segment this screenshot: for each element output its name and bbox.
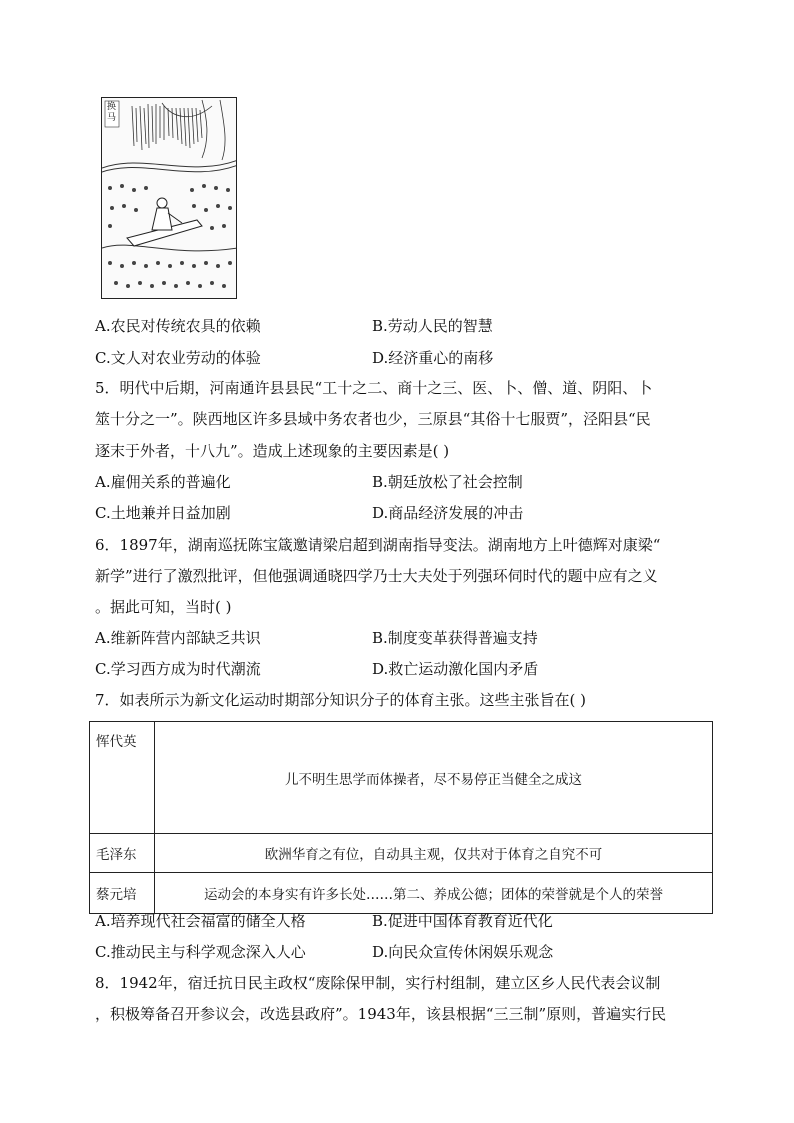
q7-option-a[interactable]: A.培养现代社会福富的储全人格 xyxy=(95,912,306,930)
table-cell-content: 儿不明生思学而体操者，尽不易停正当健全之成这 xyxy=(155,722,713,834)
q6-stem-line-2: 新学”进行了激烈批评，但他强调通晓四学乃士大夫处于列强环伺时代的题中应有之义 xyxy=(95,567,658,585)
q7-option-d[interactable]: D.向民众宣传休闲娱乐观念 xyxy=(372,943,554,961)
q7-option-b[interactable]: B.促进中国体育教育近代化 xyxy=(372,912,553,930)
figure-caption: 换马 xyxy=(107,102,117,123)
table-cell-name: 毛泽东 xyxy=(90,834,155,873)
table-cell-content: 运动会的本身实有许多长处……第二、养成公德；团体的荣誉就是个人的荣誉 xyxy=(155,873,713,914)
illustration-drawing xyxy=(102,98,237,299)
table-cell-content: 欧洲华育之有位，自动具主观，仅共对于体育之自究不可 xyxy=(155,834,713,873)
q6-option-d[interactable]: D.救亡运动激化国内矛盾 xyxy=(372,660,539,678)
table-row xyxy=(90,873,713,914)
q4-option-a[interactable]: A.农民对传统农具的依赖 xyxy=(95,317,261,335)
q5-option-a[interactable]: A.雇佣关系的普遍化 xyxy=(95,473,231,491)
farmer-on-boat xyxy=(127,198,202,246)
q6-stem-line-3: 。据此可知，当时( ) xyxy=(95,598,232,616)
q5-option-b[interactable]: B.朝廷放松了社会控制 xyxy=(372,473,523,491)
q5-stem-line-1: 5．明代中后期，河南通许县县民“工十之二、商十之三、医、卜、僧、道、阴阳、卜 xyxy=(95,379,653,397)
q6-option-a[interactable]: A.维新阵营内部缺乏共识 xyxy=(95,629,261,647)
table-row xyxy=(90,722,713,834)
q7-stem-line-1: 7．如表所示为新文化运动时期部分知识分子的体育主张。这些主张旨在( ) xyxy=(95,691,587,709)
table-cell-name: 蔡元培 xyxy=(90,873,155,914)
q8-stem-line-1: 8．1942年，宿迁抗日民主政权“废除保甲制，实行村组制，建立区乡人民代表会议制 xyxy=(95,974,661,992)
q5-stem-line-3: 逐末于外者，十八九”。造成上述现象的主要因素是( ) xyxy=(95,442,450,460)
rice-seedlings xyxy=(108,184,232,288)
q6-option-b[interactable]: B.制度变革获得普遍支持 xyxy=(372,629,538,647)
q6-stem-line-1: 6．1897年，湖南巡抚陈宝箴邀请梁启超到湖南指导变法。湖南地方上叶德辉对康梁“ xyxy=(95,536,661,554)
table-cell-name: 恽代英 xyxy=(90,722,155,834)
q4-option-d[interactable]: D.经济重心的南移 xyxy=(372,349,494,367)
q6-option-c[interactable]: C.学习西方成为时代潮流 xyxy=(95,660,261,678)
willow-tree xyxy=(132,100,225,160)
q5-option-d[interactable]: D.商品经济发展的冲击 xyxy=(372,504,524,522)
q5-stem-line-2: 筮十分之一”。陕西地区许多县域中务农者也少，三原县“其俗十七服贾”，泾阳县“民 xyxy=(95,410,651,428)
q7-option-c[interactable]: C.推动民主与科学观念深入人心 xyxy=(95,943,306,961)
q4-option-b[interactable]: B.劳动人民的智慧 xyxy=(372,317,493,335)
table-row xyxy=(90,834,713,873)
q4-option-c[interactable]: C.文人对农业劳动的体验 xyxy=(95,349,261,367)
q8-stem-line-2: ，积极筹备召开参议会，改选县政府”。1943年，该县根据“三三制”原则，普遍实行民 xyxy=(95,1005,667,1023)
farming-woodcut-illustration xyxy=(101,97,237,299)
q5-option-c[interactable]: C.土地兼并日益加剧 xyxy=(95,504,231,522)
q7-table xyxy=(89,721,713,914)
